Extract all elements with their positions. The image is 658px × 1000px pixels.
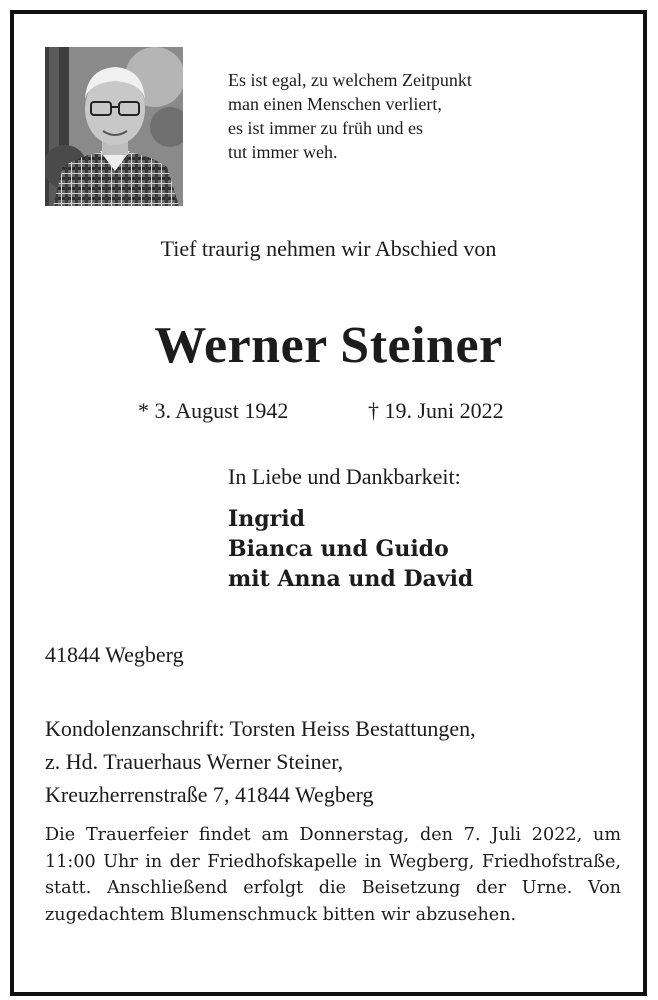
family-member: Ingrid	[228, 506, 305, 532]
poem	[228, 68, 472, 164]
poem-line: es ist immer zu früh und es	[228, 118, 423, 138]
place: 41844 Wegberg	[45, 642, 184, 667]
address-line: z. Hd. Trauerhaus Werner Steiner,	[45, 749, 344, 774]
birth-date: * 3. August 1942	[138, 398, 289, 423]
address-line: Kondolenzanschrift: Torsten Heiss Bestattungen,	[45, 716, 476, 741]
intro-text: Tief traurig nehmen wir Abschied von	[160, 236, 497, 261]
obituary-frame	[10, 10, 647, 996]
thanks-line: In Liebe und Dankbarkeit:	[228, 464, 461, 489]
poem-line: tut immer weh.	[228, 142, 338, 162]
portrait-photo	[45, 47, 183, 206]
family-member: mit Anna und David	[228, 566, 474, 592]
condolence-address	[45, 712, 476, 811]
deceased-name: Werner Steiner	[154, 317, 503, 374]
poem-line: Es ist egal, zu welchem Zeitpunkt	[228, 70, 472, 90]
death-date: † 19. Juni 2022	[368, 398, 504, 423]
portrait-image	[45, 47, 183, 206]
address-line: Kreuzherrenstraße 7, 41844 Wegberg	[45, 782, 374, 807]
poem-line: man einen Menschen verliert,	[228, 94, 442, 114]
family-list	[228, 504, 473, 594]
family-member: Bianca und Guido	[228, 536, 449, 562]
funeral-notice: Die Trauerfeier findet am Donnerstag, den 7. Juli 2022, um 11:00 Uhr in der Friedhofskapelle in Wegberg, Friedhofstraße, statt. Anschließend erfolgt die Beisetzung der Urne. Von zugedachtem Blumenschmuck bitten wir abzusehen.	[45, 825, 621, 925]
